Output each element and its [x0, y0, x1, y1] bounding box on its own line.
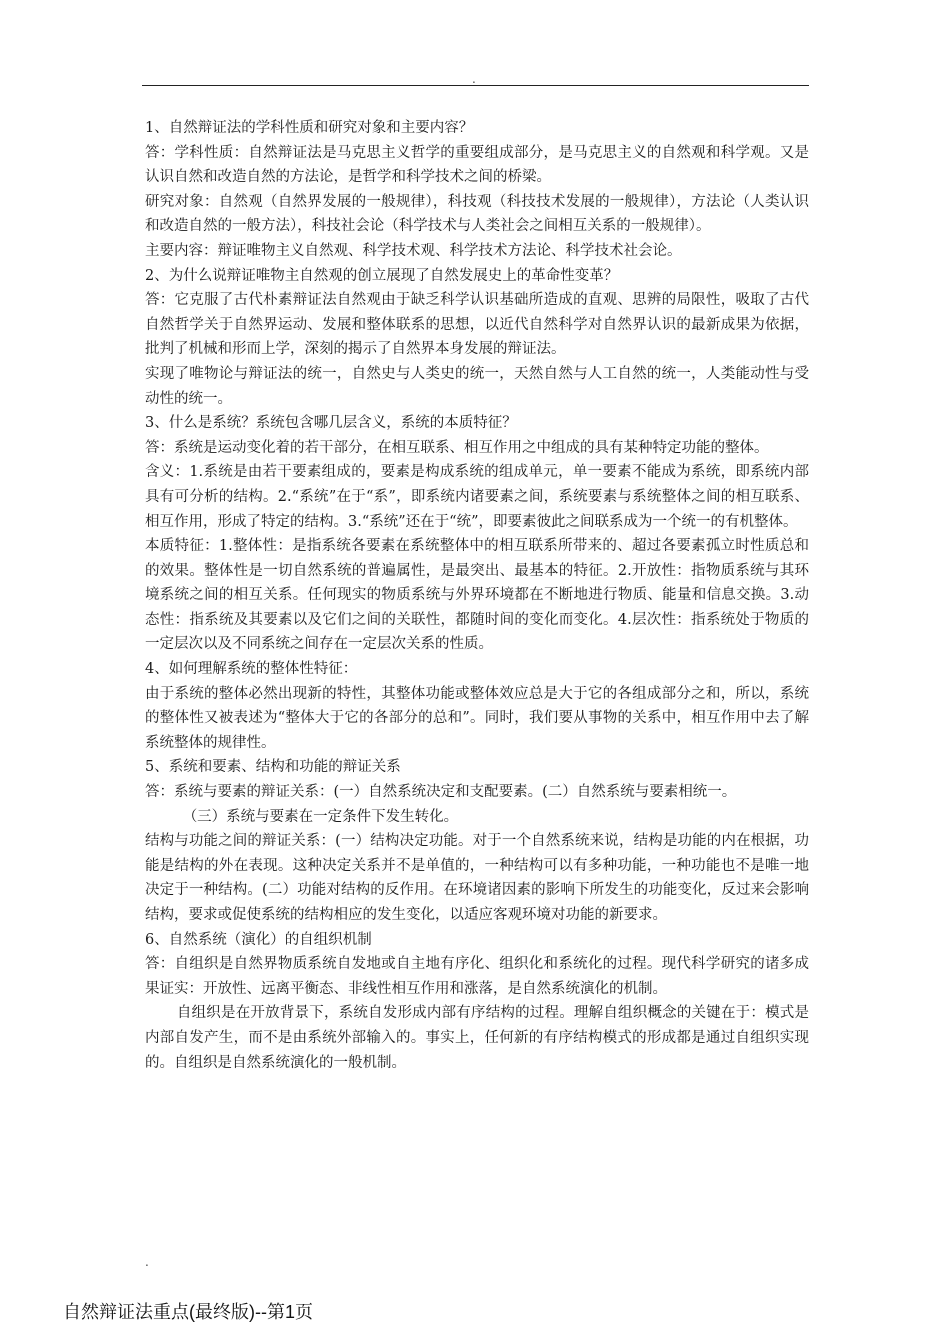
- header-rule: [142, 85, 809, 86]
- question-4: 4、如何理解系统的整体性特征：: [145, 661, 358, 678]
- answer-6: 答：自组织是自然界物质系统自发地或自主地有序化、组织化和系统化的过程。现代科学研究的诸多成果证实：开放性、远离平衡态、非线性相互作用和涨落，是自然系统演化的机制。: [145, 956, 809, 997]
- question-6: 6、自然系统（演化）的自组织机制: [145, 931, 372, 948]
- answer-5-structure-function: 结构与功能之间的辩证关系：(一）结构决定功能。对于一个自然系统来说，结构是功能的内在根据，功能是结构的外在表现。这种决定关系并不是单值的，一种结构可以有多种功能，一种功能也不是唯一地决定于一种结构。(二）功能对结构的反作用。在环境诸因素的影响下所发生的功能变化，反过来会影响结构，要求或促使系统的结构相应的发生变化，以适应客观环境对功能的新要求。: [145, 833, 809, 923]
- question-3: 3、什么是系统？系统包含哪几层含义，系统的本质特征？: [145, 415, 517, 432]
- answer-5-system-element-continued: （三）系统与要素在一定条件下发生转化。: [182, 808, 459, 825]
- answer-4: 由于系统的整体必然出现新的特性，其整体功能或整体效应总是大于它的各组成部分之和，所以，系统的整体性又被表述为“整体大于它的各部分的总和”。同时，我们要从事物的关系中，相互作用中去了解系统整体的规律性。: [145, 685, 809, 751]
- answer-5-system-element: 答：系统与要素的辩证关系：(一）自然系统决定和支配要素。(二）自然系统与要素相统一。: [145, 784, 737, 801]
- answer-1-objects: 研究对象：自然观（自然界发展的一般规律），科技观（科技技术发展的一般规律），方法论（人类认识和改造自然的一般方法），科技社会论（科学技术与人类社会之间相互关系的一般规律）。: [145, 193, 809, 235]
- answer-1-contents: 主要内容：辩证唯物主义自然观、科学技术观、科学技术方法论、科学技术社会论。: [145, 242, 682, 259]
- question-1: 1、自然辩证法的学科性质和研究对象和主要内容？: [145, 120, 474, 136]
- footer-dot: .: [145, 1255, 149, 1269]
- question-5: 5、系统和要素、结构和功能的辩证关系: [145, 759, 401, 776]
- question-2: 2、为什么说辩证唯物主自然观的创立展现了自然发展史上的革命性变革？: [145, 267, 619, 284]
- answer-6-continued: 自组织是在开放背景下，系统自发形成内部有序结构的过程。理解自组织概念的关键在于：模式是内部自发产生，而不是由系统外部输入的。事实上，任何新的有序结构模式的形成都是通过自组织实现的。自组织是自然系统演化的一般机制。: [145, 1005, 809, 1071]
- answer-3-features: 本质特征：1.整体性：是指系统各要素在系统整体中的相互联系所带来的、超过各要素孤立时性质总和的效果。整体性是一切自然系统的普遍属性，是最突出、最基本的特征。2.开放性：指物质系统与其环境系统之间的相互关系。任何现实的物质系统与外界环境都在不断地进行物质、能量和信息交换。3.动态性：指系统及其要素以及它们之间的关联性，都随时间的变化而变化。4.层次性：指系统处于物质的一定层次以及不同系统之间存在一定层次关系的性质。: [145, 538, 809, 653]
- document-body: [145, 116, 809, 1075]
- answer-3-definition: 答：系统是运动变化着的若干部分，在相互联系、相互作用之中组成的具有某种特定功能的整体。: [145, 439, 769, 456]
- answer-2: 答：它克服了古代朴素辩证法自然观由于缺乏科学认识基础所造成的直观、思辨的局限性，吸取了古代自然哲学关于自然界运动、发展和整体联系的思想，以近代自然科学对自然界认识的最新成果为依据，批判了机械和形而上学，深刻的揭示了自然界本身发展的辩证法。: [145, 292, 809, 358]
- answer-1-nature: 答：学科性质：自然辩证法是马克思主义哲学的重要组成部分，是马克思主义的自然观和科学观。又是认识自然和改造自然的方法论，是哲学和科学技术之间的桥梁。: [145, 144, 809, 186]
- header-dot: .: [472, 72, 476, 86]
- answer-3-meanings: 含义：1.系统是由若干要素组成的，要素是构成系统的组成单元，单一要素不能成为系统，即系统内部具有可分析的结构。2.“系统”在于“系”，即系统内诸要素之间，系统要素与系统整体之间的相互联系、相互作用，形成了特定的结构。3.“系统”还在于“统”，即要素彼此之间联系成为一个统一的有机整体。: [145, 464, 809, 530]
- answer-2-continued: 实现了唯物论与辩证法的统一，自然史与人类史的统一，天然自然与人工自然的统一，人类能动性与受动性的统一。: [145, 365, 809, 407]
- footer-page-label: 自然辩证法重点(最终版)--第1页: [63, 1302, 313, 1322]
